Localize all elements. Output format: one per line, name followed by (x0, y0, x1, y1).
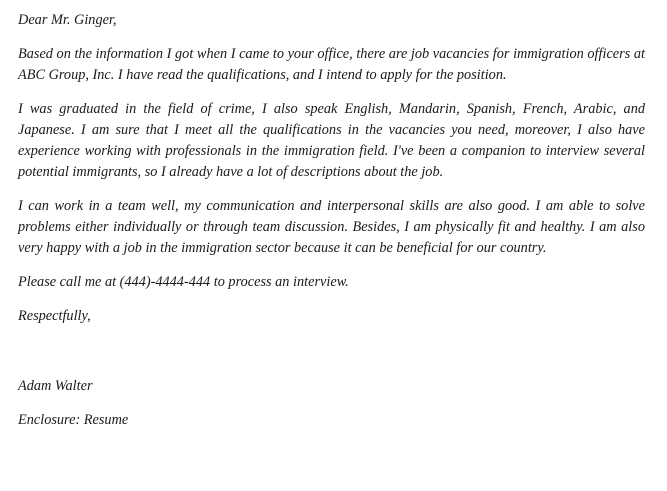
paragraph-skills: I can work in a team well, my communication and interpersonal skills are also good. I am able to solve problems either individually or through team discussion. Besides, I am physically fit and healthy. I am also very happy with a job in the immigration sector because it can be beneficial for our country. (18, 198, 645, 256)
salutation: Dear Mr. Ginger, (18, 12, 117, 28)
cover-letter (18, 10, 645, 431)
paragraph-intro: Based on the information I got when I came to your office, there are job vacancies for immigration officers at ABC Group, Inc. I have read the qualifications, and I intend to apply for the position. (18, 46, 645, 83)
closing: Respectfully, (18, 308, 91, 324)
signature-name: Adam Walter (18, 378, 93, 394)
paragraph-qualifications: I was graduated in the field of crime, I also speak English, Mandarin, Spanish, French, Arabic, and Japanese. I am sure that I meet all the qualifications in the vacancies you need, moreover, I also have experience working with professionals in the immigration field. I've been a companion to interview several potential immigrants, so I already have a lot of descriptions about the job. (18, 101, 645, 180)
enclosure-line: Enclosure: Resume (18, 412, 129, 428)
paragraph-contact: Please call me at (444)-4444-444 to process an interview. (18, 274, 349, 290)
